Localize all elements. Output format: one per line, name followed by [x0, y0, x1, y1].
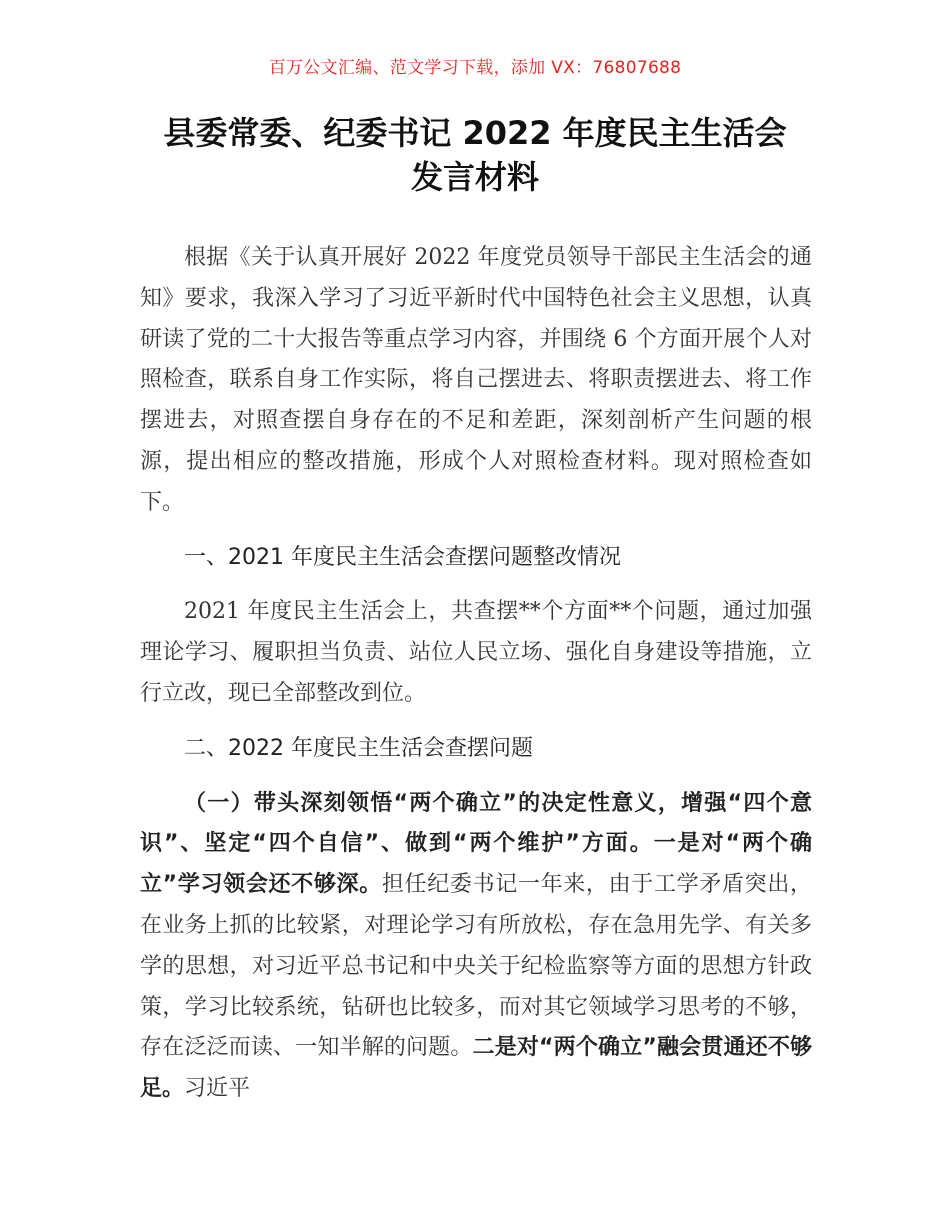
title-line-1: 县委常委、纪委书记 2022 年度民主生活会	[163, 114, 787, 152]
document-title	[100, 111, 850, 199]
header-note: 百万公文汇编、范文学习下载，添加 VX：76807688	[268, 58, 682, 78]
section-2-paragraph	[140, 784, 812, 1110]
intro-paragraph: 根据《关于认真开展好 2022 年度党员领导干部民主生活会的通知》要求，我深入学习了习近平新时代中国特色社会主义思想，认真研读了党的二十大报告等重点学习内容，并围绕 6 个方面开展个人对照检查，联系自身工作实际，将自己摆进去、将职责摆进去、将工作摆进去，对照查摆自身存在的不足和差距，深刻剖析产生问题的根源，提出相应的整改措施，形成个人对照检查材料。现对照检查如下。	[140, 245, 812, 515]
title-line-2: 发言材料	[410, 158, 539, 196]
section-1-paragraph: 2021 年度民主生活会上，共查摆**个方面**个问题，通过加强理论学习、履职担当负责、站位人民立场、强化自身建设等措施，立行立改，现已全部整改到位。	[140, 599, 812, 706]
section-2-heading: 二、2022 年度民主生活会查摆问题	[184, 735, 533, 761]
document-body	[140, 238, 812, 1110]
point-2-title: 二是对“两个确立”融会贯通还不够足。	[140, 1035, 812, 1102]
section-1-heading: 一、2021 年度民主生活会查摆问题整改情况	[184, 544, 621, 570]
subsection-1-heading: （一）带头深刻领悟“两个确立”的决定性意义，增强“四个意识”、坚定“四个自信”、做到“两个维护”方面。	[140, 790, 812, 857]
point-2-body: 习近平	[184, 1076, 251, 1102]
point-1-title: 一是对“两个确立”学习领会还不够深。	[140, 831, 813, 898]
point-1-body: 担任纪委书记一年来，由于工学矛盾突出，在业务上抓的比较紧，对理论学习有所放松，存在急用先学、有关多学的思想，对习近平总书记和中央关于纪检监察等方面的思想方针政策，学习比较系统，钻研也比较多，而对其它领域学习思考的不够，存在泛泛而读、一知半解的问题。	[140, 872, 812, 1061]
